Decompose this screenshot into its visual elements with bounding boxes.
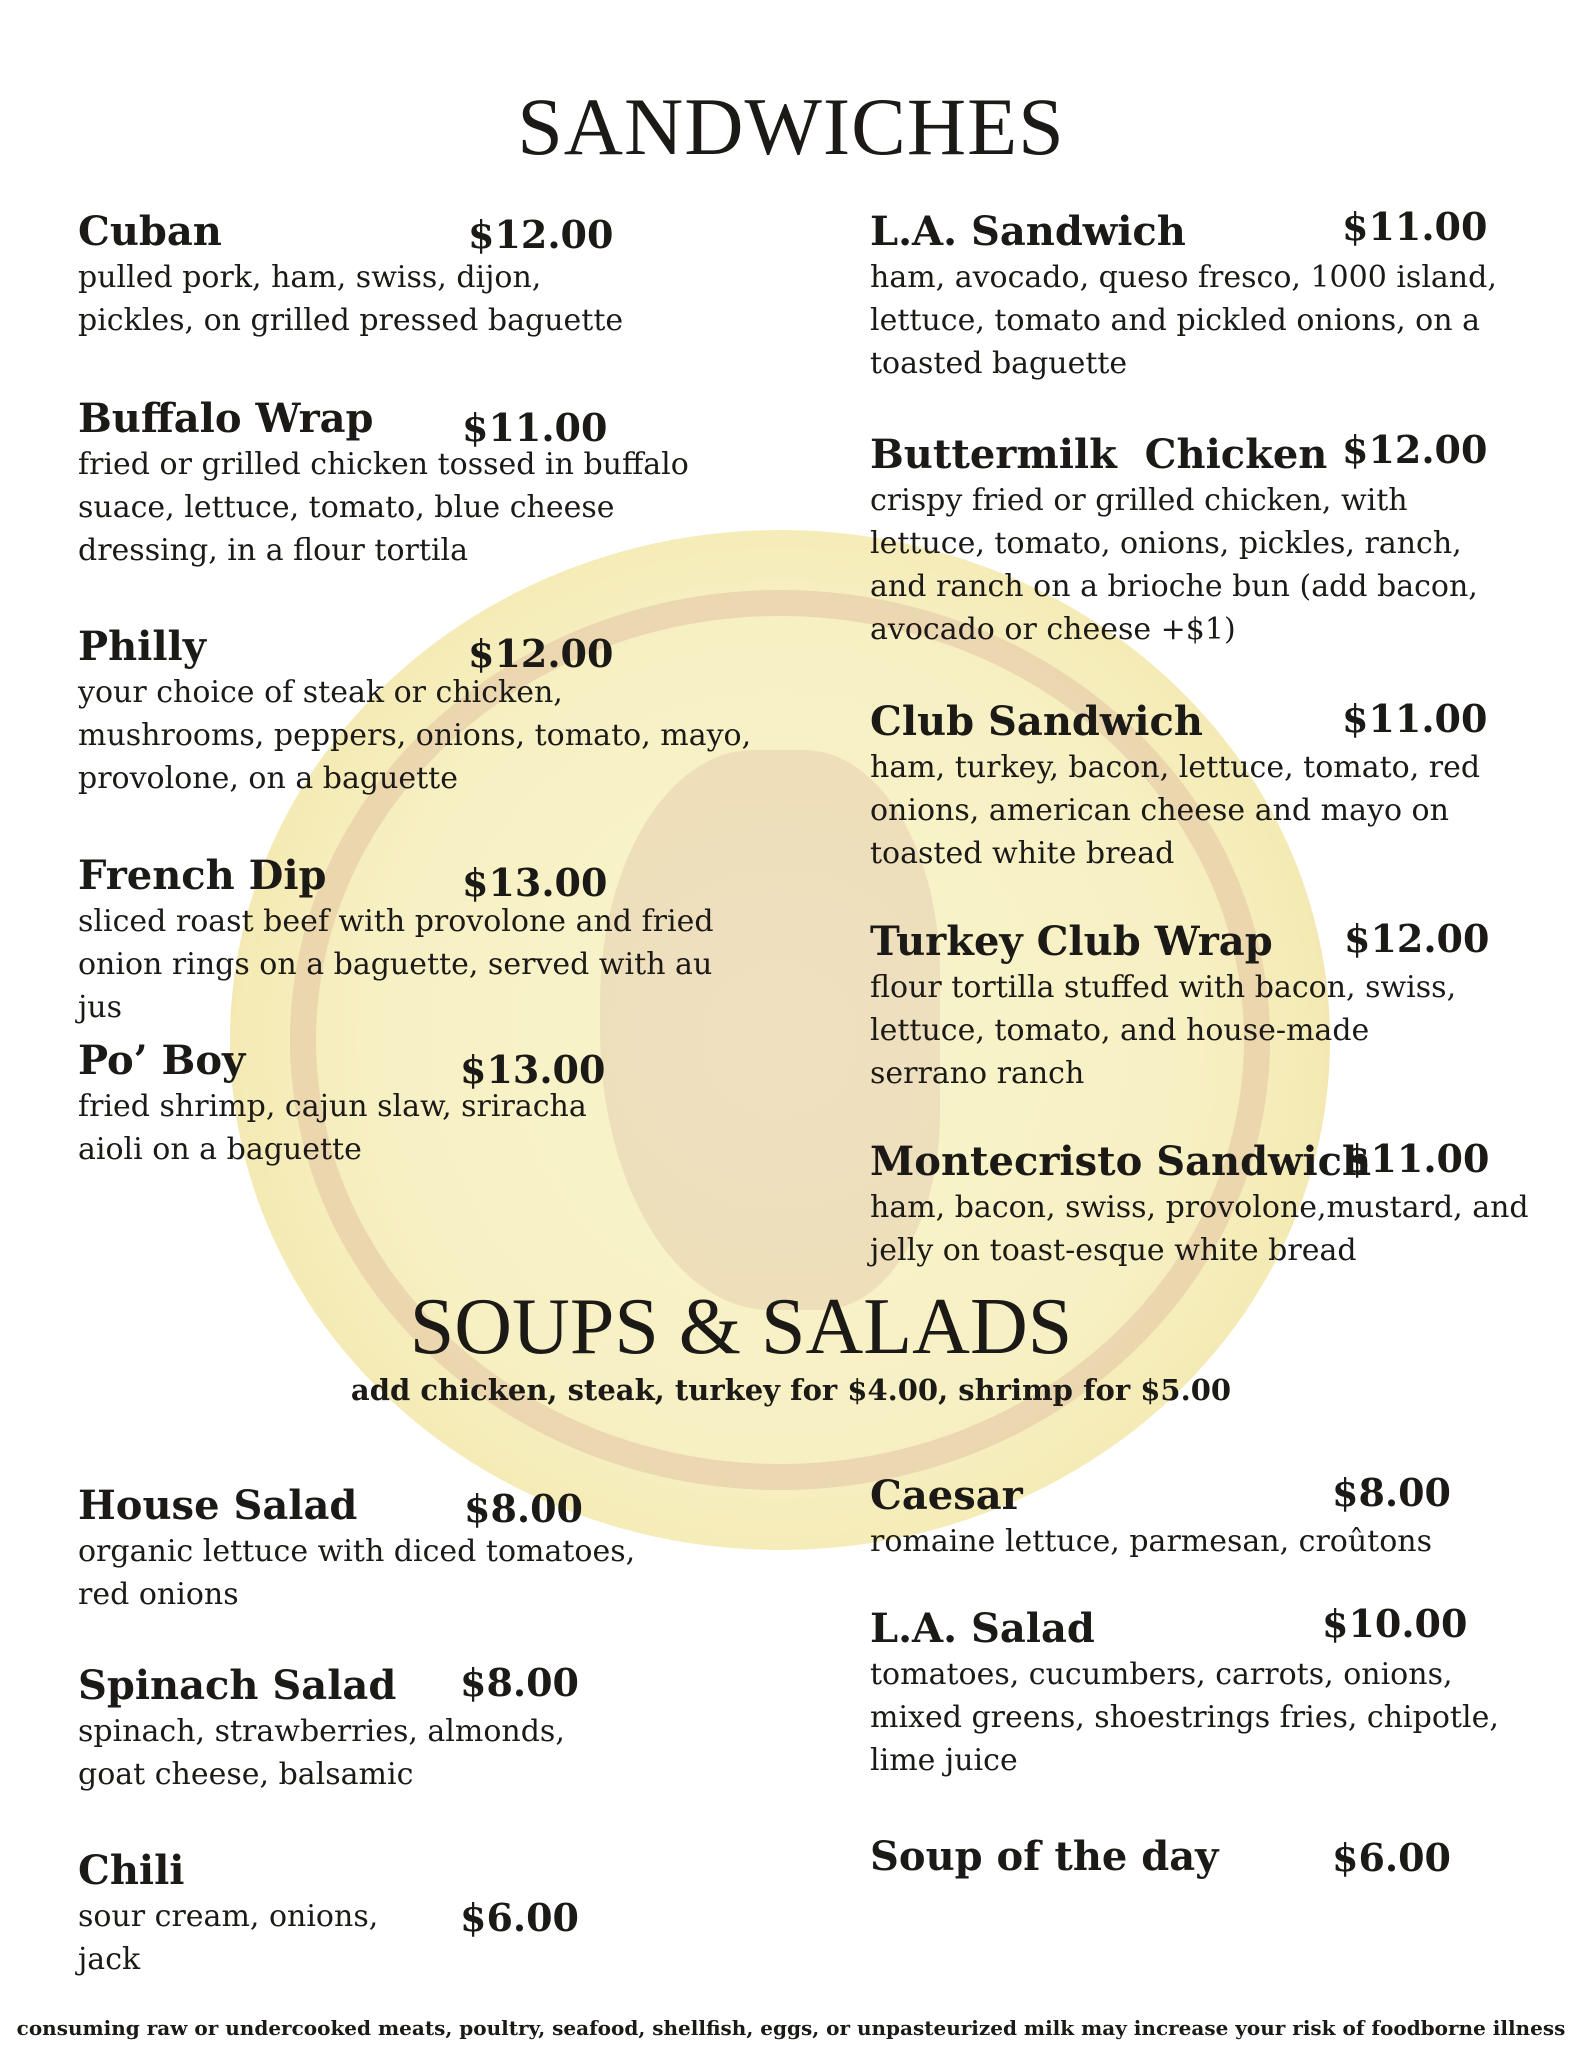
- item-name: Cuban: [78, 208, 222, 255]
- item-price: $6.00: [1332, 1835, 1451, 1880]
- menu-item-chili: [78, 1847, 758, 1981]
- menu-item-caesar: [870, 1472, 1560, 1563]
- item-price: $11.00: [462, 405, 608, 450]
- item-price: $11.00: [1344, 1136, 1490, 1181]
- item-price: $12.00: [1344, 916, 1490, 961]
- menu-item-buffalo-wrap: [78, 395, 758, 572]
- item-price: $8.00: [464, 1486, 583, 1531]
- item-name: Soup of the day: [870, 1833, 1219, 1880]
- menu-item-philly: [78, 623, 758, 800]
- item-description: crispy fried or grilled chicken, with lettuce, tomato, onions, pickles, ranch, and ranch on a brioche bun (add bacon, avocado or cheese +$1): [870, 483, 1478, 647]
- item-price: $13.00: [460, 1047, 606, 1092]
- menu-item-club-sandwich: [870, 698, 1560, 875]
- menu-item-soup-of-the-day: [870, 1833, 1560, 1881]
- item-description: sliced roast beef with provolone and fried onion rings on a baguette, served with au jus: [78, 904, 714, 1025]
- menu-item-montecristo-sandwich: [870, 1138, 1560, 1272]
- item-name: L.A. Salad: [870, 1605, 1095, 1652]
- soups-salads-heading: SOUPS & SALADS: [409, 1283, 1073, 1371]
- item-description: spinach, strawberries, almonds, goat cheese, balsamic: [78, 1714, 565, 1792]
- item-name: Chili: [78, 1847, 185, 1894]
- item-name: Buffalo Wrap: [78, 395, 374, 442]
- add-protein-note: add chicken, steak, turkey for $4.00, shrimp for $5.00: [350, 1373, 1232, 1407]
- item-description: ham, avocado, queso fresco, 1000 island, lettuce, tomato and pickled onions, on a toasted baguette: [870, 260, 1497, 381]
- item-price: $8.00: [1332, 1470, 1451, 1515]
- item-description: organic lettuce with diced tomatoes, red onions: [78, 1534, 636, 1612]
- menu-item-buttermilk-chicken: [870, 427, 1560, 651]
- item-price: $6.00: [460, 1895, 579, 1940]
- item-price: $12.00: [468, 631, 614, 676]
- item-description: fried shrimp, cajun slaw, sriracha aioli on a baguette: [78, 1089, 587, 1167]
- food-safety-disclaimer: consuming raw or undercooked meats, poultry, seafood, shellfish, eggs, or unpasteurized milk may increase your risk of foodborne illness: [16, 2016, 1566, 2040]
- item-price: $8.00: [460, 1660, 579, 1705]
- menu-item-turkey-club-wrap: [870, 918, 1560, 1095]
- menu-item-spinach-salad: [78, 1662, 758, 1796]
- item-price: $12.00: [468, 212, 614, 257]
- item-description: ham, bacon, swiss, provolone,mustard, and jelly on toast-esque white bread: [870, 1190, 1529, 1268]
- item-name: Buttermilk Chicken: [870, 431, 1328, 478]
- item-description: tomatoes, cucumbers, carrots, onions, mixed greens, shoestrings fries, chipotle, lime juice: [870, 1657, 1499, 1778]
- menu-item-la-sandwich: [870, 204, 1560, 385]
- menu-item-la-salad: [870, 1601, 1560, 1782]
- item-name: Spinach Salad: [78, 1662, 397, 1709]
- menu-item-french-dip: [78, 852, 758, 1029]
- menu-item-po-boy: [78, 1037, 758, 1171]
- item-price: $11.00: [1342, 204, 1488, 249]
- item-price: $12.00: [1342, 427, 1488, 472]
- item-name: Turkey Club Wrap: [870, 918, 1273, 965]
- menu-item-cuban: [78, 208, 758, 342]
- item-price: $10.00: [1322, 1601, 1468, 1646]
- item-name: Caesar: [870, 1472, 1023, 1519]
- item-price: $13.00: [462, 860, 608, 905]
- item-description: ham, turkey, bacon, lettuce, tomato, red onions, american cheese and mayo on toasted white bread: [870, 750, 1481, 871]
- sandwiches-heading: SANDWICHES: [517, 81, 1065, 172]
- item-price: $11.00: [1342, 696, 1488, 741]
- item-name: L.A. Sandwich: [870, 208, 1186, 255]
- item-name: Po’ Boy: [78, 1037, 246, 1084]
- item-name: Montecristo Sandwich: [870, 1138, 1372, 1185]
- item-description: pulled pork, ham, swiss, dijon, pickles, on grilled pressed baguette: [78, 260, 624, 338]
- item-name: French Dip: [78, 852, 327, 899]
- item-description: fried or grilled chicken tossed in buffalo suace, lettuce, tomato, blue cheese dressing, in a flour tortila: [78, 447, 689, 568]
- item-description: flour tortilla stuffed with bacon, swiss, lettuce, tomato, and house-made serrano ranch: [870, 970, 1457, 1091]
- menu-item-house-salad: [78, 1482, 758, 1616]
- item-description: your choice of steak or chicken, mushrooms, peppers, onions, tomato, mayo, provolone, on a baguette: [78, 675, 752, 796]
- item-description: romaine lettuce, parmesan, croûtons: [870, 1524, 1433, 1559]
- item-name: Club Sandwich: [870, 698, 1203, 745]
- item-name: Philly: [78, 623, 206, 670]
- item-description: sour cream, onions, jack: [78, 1899, 379, 1977]
- item-name: House Salad: [78, 1482, 358, 1529]
